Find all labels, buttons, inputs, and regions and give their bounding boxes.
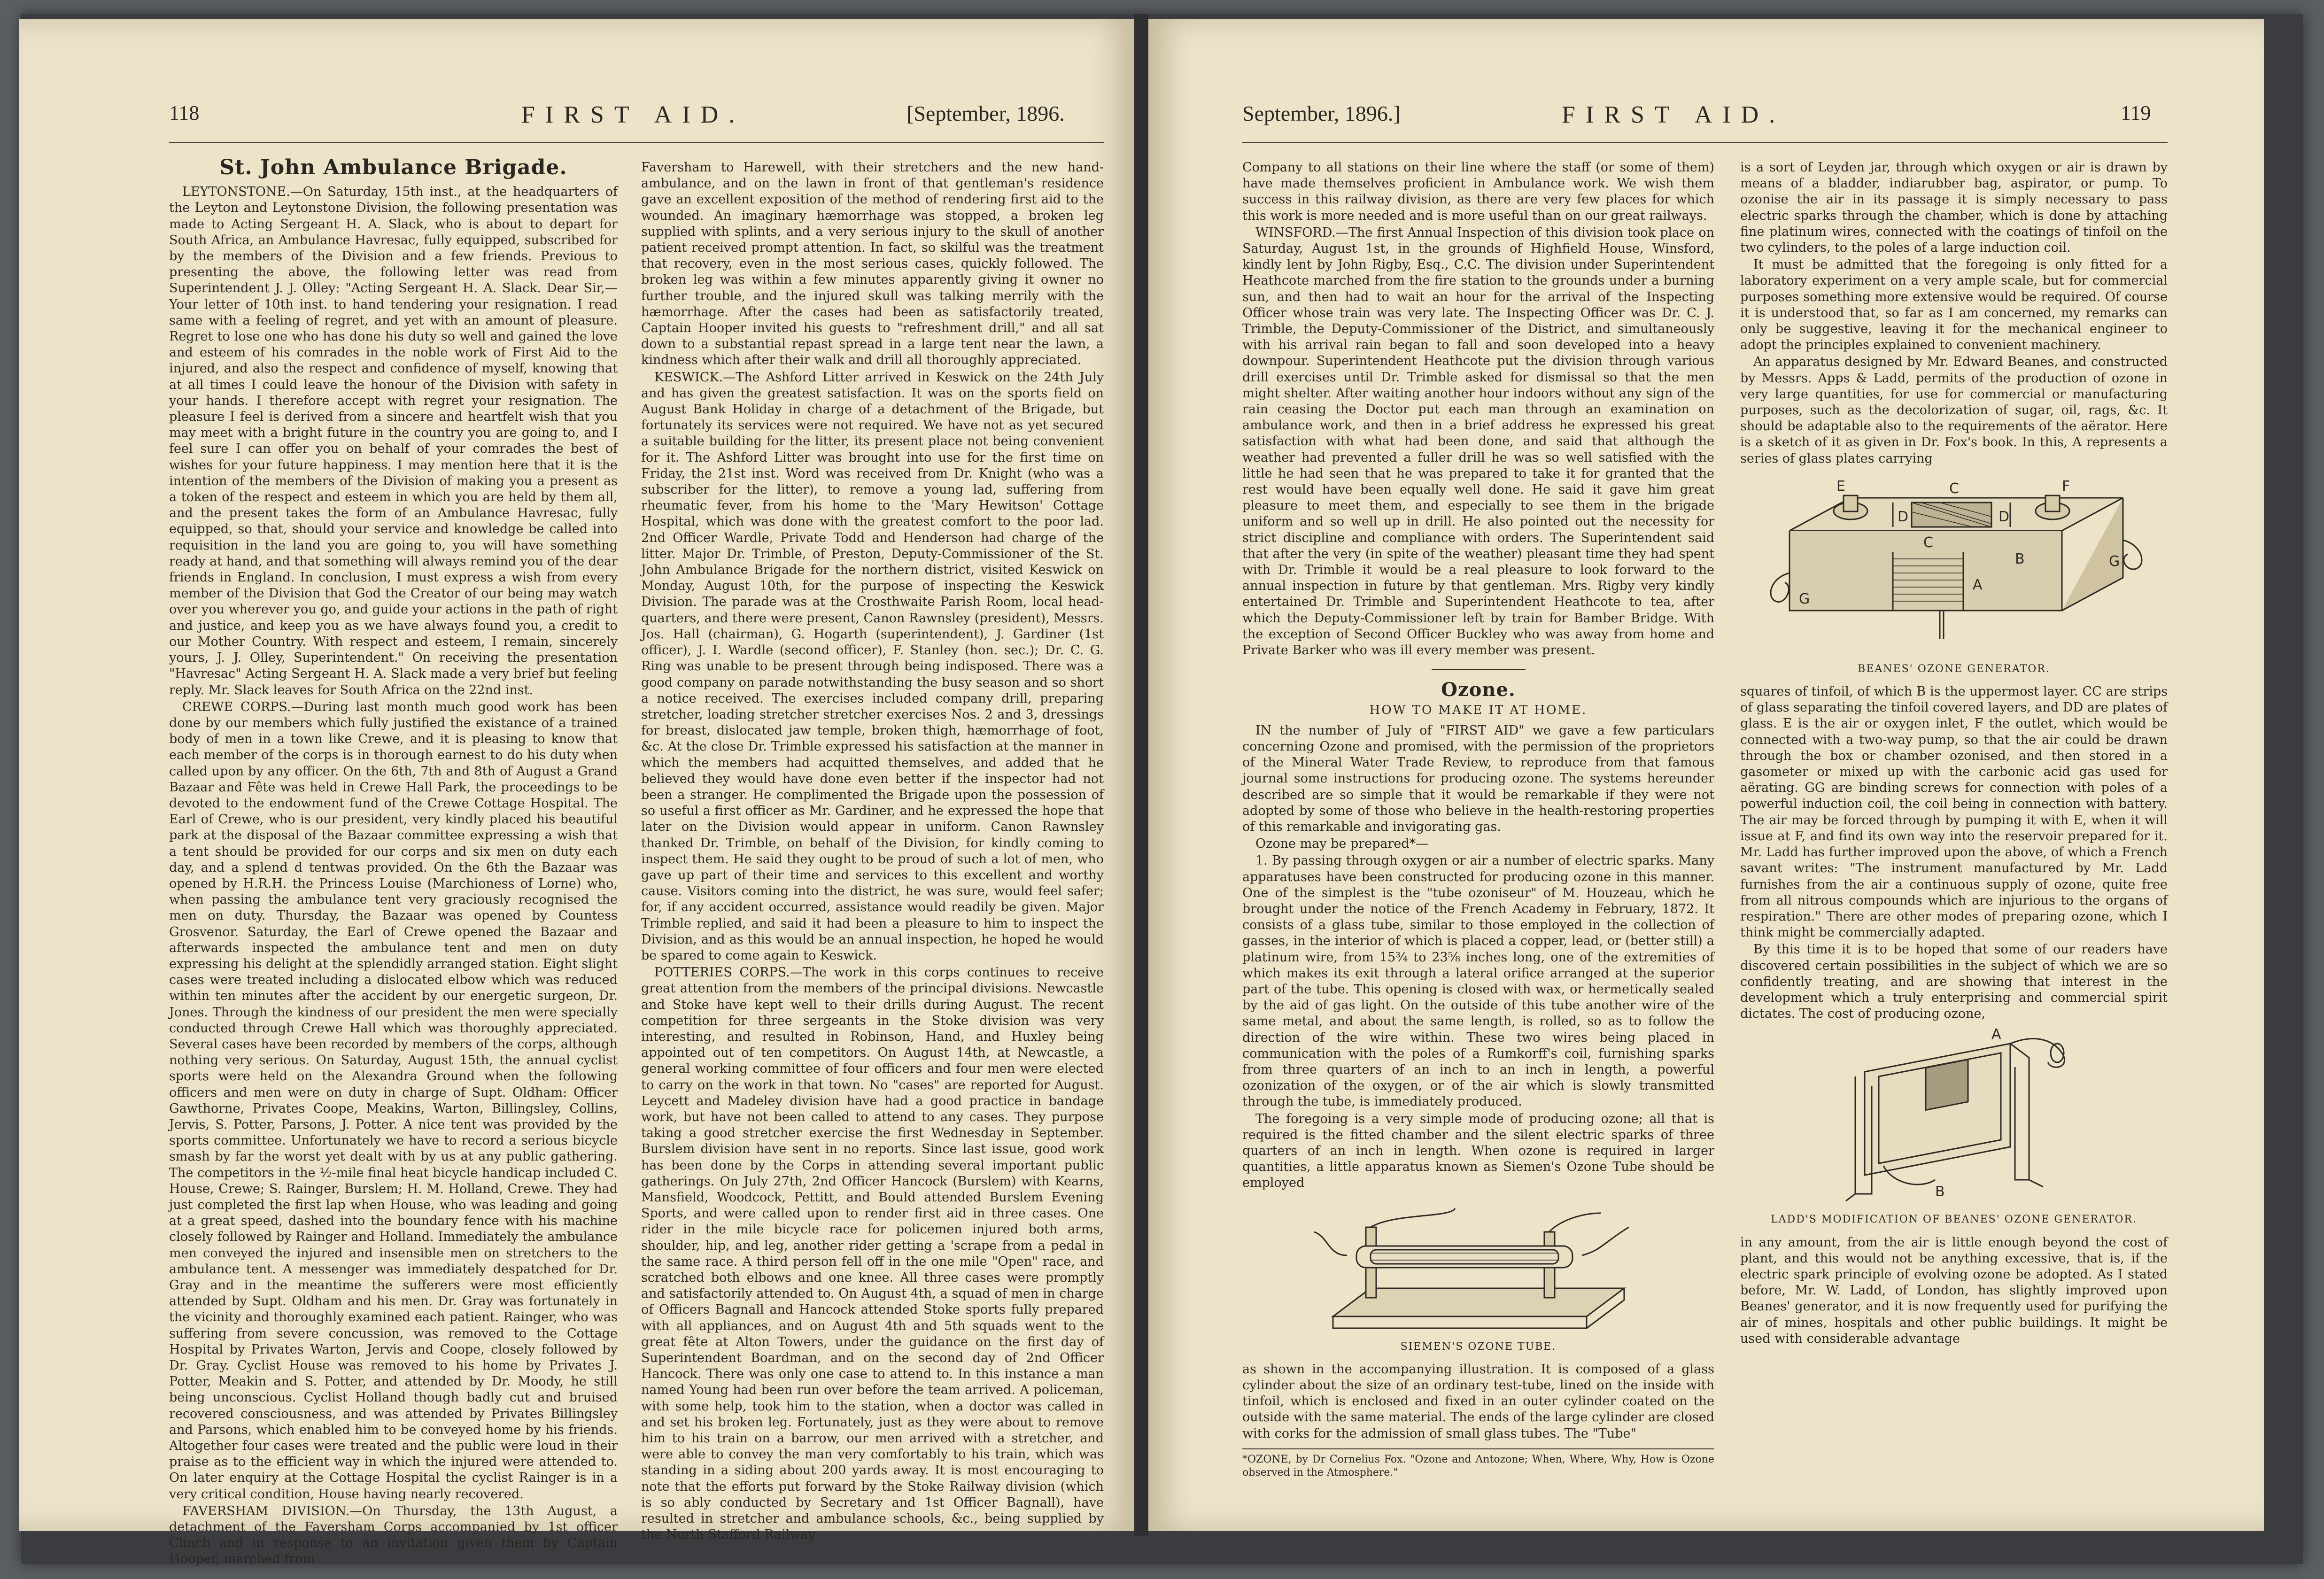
left-column-1 [169,155,618,1567]
beanes-label: B [2015,550,2025,567]
right-column-1 [1242,160,1714,1522]
issue-date: September, 1896.] [1242,101,1401,125]
left-page [19,19,1134,1567]
paragraph: By this time it is to be hoped that some of our readers have discovered certain possibilities in the subject of which we are so confidently treating, and are showing that interest in the development which a truly enterprising and commercial spirit dictates. The cost of producing ozone, [1740,942,2168,1022]
beanes-label: C [1949,480,1959,497]
left-column-2 [641,160,1104,1542]
page-number: 119 [2121,101,2151,124]
beanes-label: C [1923,534,1933,551]
gutter [1134,14,1148,1536]
beanes-label: D [1898,508,1909,525]
header-rule [169,142,1104,143]
paragraph: squares of tinfoil, of which B is the uppermost layer. CC are strips of glass separating the tinfoil covered layers, and DD are plates of glass. E is the air or oxygen inlet, F the outlet, which would be connected with a two-way pump, so that the air could be drawn through the box or chamber ozonised, and then stored in a gasometer or mixed up with the carbonic acid gas used for aërating. GG are binding screws for connection with poles of a powerful induction coil, the coil being in connection with battery. The air may be forced through by pumping it with E, when it will issue at F, and find its own way into the reservoir prepared for it. Mr. Ladd has further improved upon the above, of which a French savant writes: "The instrument manufactured by Mr. Ladd furnishes from the air a continuous supply of ozone, quite free from all nitrous compounds which are injurious to the organs of respiration." There are other modes of preparing ozone, which I think might be commercially adapted. [1740,684,2168,940]
paragraph: Faversham to Harewell, with their stretchers and the new hand-ambulance, and on the lawn in front of that gentleman's residence gave an excellent exposition of the method of rendering first aid to the wounded. An imaginary hæmorrhage was stopped, a broken leg supplied with splints, and a very serious injury to the skull of another patient received prompt attention. In fact, so skilful was the treatment that recovery, even in the most serious cases, quickly followed. The broken leg was within a few minutes apparently giving it owner no further trouble, and the injured skull was talking merrily with the hæmorrhage. After the cases had been as satisfactorily treated, Captain Hooper invited his guests to "refreshment drill," and all sat down to a substantial repast spread in a large tent near the lawn, a kindness which after their walk and drill all thoroughly appreciated. [641,160,1104,368]
masthead: FIRST AID. [1562,101,1786,128]
paragraph: CREWE CORPS.—During last month much good work has been done by our members which fully justified the existance of a trained body of men in a town like Crewe, and it is pleasing to know that each member of the corps is in thorough earnest to do his duty when called upon by any officer. On the 6th, 7th and 8th of August a Grand Bazaar and Fête was held in Crewe Hall Park, the proceedings to be devoted to the endowment fund of the Crewe Cottage Hospital. The Earl of Crewe, who is our president, very kindly placed his beautiful park at the disposal of the Bazaar committee expressing a wish that a tent should be provided for our corps and six men on duty each day, and a splend d tentwas provided. On the 6th the Bazaar was opened by H.R.H. the Princess Louise (Marchioness of Lorne) who, when passing the ambulance tent very graciously recognised the men on duty. Thursday, the Bazaar was opened by Countess Grosvenor. Saturday, the Earl of Crewe opened the Bazaar and afterwards inspected the ambulance tent and men on duty expressing his delight at the splendidly arranged station. Eight slight cases were treated including a dislocated elbow which was reduced within ten minutes after the accident by our energetic surgeon, Dr. Jones. Through the kindness of our president the men were specially conducted through Crewe Hall which was thoroughly appreciated. Several cases have been recorded by members of the corps, although nothing very serious. On Saturday, August 15th, the annual cyclist sports were held on the Alexandra Ground when the following officers and men were on duty in charge of Supt. Oldham: Officer Gawthorne, Privates Coope, Meakins, Warton, Billingsley, Collins, Jervis, S. Potter, Parsons, J. Potter. A nice tent was provided by the sports committee. Unfortunately we have to record a serious bicycle smash by far the worst yet dealt with by us at any public gathering. The competitors in the ½-mile final heat bicycle handicap included C. House, Crewe; S. Rainger, Burslem; H. M. Holland, Crewe. They had just completed the first lap when House, who was leading and going at a great speed, dashed into the boundary fence with his machine closely followed by Rainger and Holland. Immediately the ambulance men conveyed the injured and insensible men on stretchers to the ambulance tent. A messenger was immediately despatched for Dr. Gray and in the meantime the sufferers were most efficiently attended by Supt. Oldham and his men. Dr. Gray was fortunately in the vicinity and thoroughly examined each patient. Rainger, who was suffering from severe concussion, was removed to the Cottage Hospital by Privates Warton, Jervis and Coope, closely followed by Dr. Gray. Cyclist House was removed to his home by Privates J. Potter, Meakin and S. Potter, and attended by Dr. Moody, he still being unconscious. Cyclist Holland though badly cut and bruised recovered consciousness, and was attended by Privates Billingsley and Parsons, which enabled him to be conveyed home by his friends. Altogether four cases were treated and the public were loud in their praise as to the efficient way in which the injured were attended to. On later enquiry at the Cottage Hospital the cyclist Rainger is in a very critical condition, House having nearly recovered. [169,699,618,1502]
ladd-ozone-generator-illustration [1808,1025,2099,1208]
right-page [1148,19,2264,1531]
siemens-ozone-tube-illustration [1300,1194,1657,1335]
ladd-label: A [1991,1026,2001,1043]
beanes-label: F [2062,478,2070,495]
page-number: 118 [169,101,200,124]
beanes-label: D [1999,508,2010,525]
paragraph: LEYTONSTONE.—On Saturday, 15th inst., at the headquarters of the Leyton and Leytonstone Division, the following presentation was made to Acting Sergeant H. A. Slack, who is about to depart for South Africa, an Ambulance Havresac, fully equipped, subscribed for by the members of the Division and a few friends. Previous to presenting the above, the following letter was read from Superintendent J. J. Olley: "Acting Sergeant H. A. Slack. Dear Sir,—Your letter of 10th inst. to hand tendering your resignation. I read same with a feeling of regret, and yet with an amount of pleasure. Regret to lose one who has done his duty so well and gained the love and esteem of his comrades in the noble work of First Aid to the injured, and also the respect and confidence of myself, knowing that at all times I could leave the honour of the Division with safety in your hands. I therefore accept with regret your resignation. The pleasure I feel is derived from a sincere and heartfelt wish that you may meet with a bright future in the country you are going to, and I feel sure I can offer you on behalf of your comrades the best of wishes for your future happiness. I may mention here that it is the intention of the members of the Division of making you a present as a token of the respect and esteem in which you are held by them all, and the present takes the form of an Ambulance Havresac, fully equipped, so that, should your service and knowledge be called into requisition in the land you are going to, you will have something ready at hand, and that something will always remind you of the dear friends in England. In conclusion, I must express a wish from every member of the Division that God the Creator of our being may watch over you wherever you go, and guide your actions in the path of right and justice, and keep you as we have always found you, a credit to our Mother Country. With respect and esteem, I remain, sincerely yours, J. J. Olley, Superintendent." On receiving the presentation "Havresac" Acting Sergeant H. A. Slack made a very brief but feeling reply. Mr. Slack leaves for South Africa on the 22nd inst. [169,185,618,697]
masthead: FIRST AID. [521,101,745,128]
paragraph: is a sort of Leyden jar, through which oxygen or air is drawn by means of a bladder, indiarubber bag, aspirator, or pump. To ozonise the air in its passage it is simply necessary to pass electric sparks through the chamber, which is done by attaching fine platinum wires, connected with the coatings of tinfoil on the two cylinders, to the poles of a large induction coil. [1740,160,2168,255]
paragraph: Ozone may be prepared*— [1255,836,1429,851]
paragraph: POTTERIES CORPS.—The work in this corps continues to receive great attention from the members of the principal divisions. Newcastle and Stoke have kept well to their drills during August. The recent competition for three sergeants in the Stoke division was very interesting, and resulted in Robinson, Hand, and Huxley being appointed out of ten competitors. On August 14th, at Newcastle, a general working committee of four officers and four men were elected to carry on the work in that town. No "cases" are reported for August. Leycett and Madeley division have had a good practice in bandage work, but have not been called to attend to any cases. They purpose taking a good stretcher exercise the first Wednesday in September. Burslem division have sent in no reports. Since last issue, good work has been done by the Corps in attending several important public gatherings. On July 27th, 2nd Officer Hancock (Burslem) with Kearns, Mansfield, Woodcock, Pettitt, and Bould attended Burslem Evening Sports, and were called upon to render first aid in three cases. One rider in the mile bicycle race for policemen injured both arms, shoulder, hip, and leg, another rider getting a 'scrape from a pedal in the same race. A third person fell off in the one mile "Open" race, and scratched both elbows and one knee. All three cases were promptly and satisfactorily attended to. On August 4th, a squad of men in charge of Officers Bagnall and Hancock attended Stoke sports fully prepared with all appliances, and on August 4th and 5th squads went to the great fête at Alton Towers, under the guidance on the first day of Superintendent Boardman, and on the second day of 2nd Officer Hancock. There was only one case to attend to. In this instance a man named Young had been run over before the team arrived. A policeman, with some help, took him to the station, when a doctor was called in and set his broken leg. Fortunately, just as they were about to remove him to his train on a barrow, our men arrived with a stretcher, and were able to convey the man very comfortably to his train, which was standing in a siding about 200 yards away. It is most encouraging to note that the efforts put forward by the Stoke Railway division (which is so ably conducted by Secretary and 1st Officer Bagnall), have resulted in stretcher and ambulance schools, &c., being supplied by the North Stafford Railway [641,965,1104,1542]
right-column-2 [1740,160,2168,1522]
ozone-subtitle: HOW TO MAKE IT AT HOME. [1369,703,1588,717]
paragraph: FAVERSHAM DIVISION.—On Thursday, the 13th August, a detachment of the Faversham Corps accompanied by 1st officer Clinch and in response to an invitation given them by Captain Hooper, marched from [169,1503,618,1567]
beanes-ozone-generator-illustration [1752,470,2156,658]
beanes-label: A [1973,576,1983,593]
paragraph: 1. By passing through oxygen or air a number of electric sparks. Many apparatuses have been constructed for producing ozone in this manner. One of the simplest is the "tube ozoniseur" of M. Houzeau, which he brought under the notice of the French Academy in February, 1872. It consists of a glass tube, similar to those employed in the collection of gasses, in the interior of which is placed a copper, lead, or (better still) a platinum wire, from 15¾ to 23⅝ inches long, one of the extremities of which makes its exit through a lateral orifice arranged at the superior part of the tube. This opening is closed with wax, or hermetically sealed by the aid of gas light. On the outside of this tube another wire of the same metal, and about the same length, is rolled, so as to follow the direction of the wire within. These two wires being placed in communication with the poles of a Rumkorff's coil, furnishing sparks from three quarters of an inch to an inch in length, a powerful ozonization of the oxygen, or of the air which is slowly transmitted through the tube, is immediately produced. [1242,853,1714,1109]
paragraph: KESWICK.—The Ashford Litter arrived in Keswick on the 24th July and has given the greatest satisfaction. It was on the sports field on August Bank Holiday in charge of a detachment of the Brigade, but fortunately its services were not required. We have not as yet secured a suitable building for the litter, its present place not being convenient for it. The Ashford Litter was brought into use for the first time on Friday, the 21st inst. Word was received from Dr. Knight (who was a subscriber for the litter), to remove a young lad, suffering from rheumatic fever, from his home to the 'Mary Hewitson' Cottage Hospital, which was done with the greatest comfort to the poor lad. 2nd Officer Wardle, Private Todd and Henderson had charge of the litter. Major Dr. Trimble, of Preston, Deputy-Commissioner of the St. John Ambulance Brigade for the northern district, visited Keswick on Monday, August 10th, for the purpose of inspecting the Keswick Division. The parade was at the Crosthwaite Parish Room, local head-quarters, and there were present, Canon Rawnsley (president), Messrs. Jos. Hall (chairman), G. Hogarth (superintendent), J. Gardiner (1st officer), J. I. Wardle (second officer), F. Stanley (hon. sec.); Dr. C. G. Ring was unable to be present through being indisposed. There was a good company on parade notwithstanding the busy season and so short a notice received. The exercises included company drill, preparing stretcher, loading stretcher stretcher exercises Nos. 2 and 3, dressings for breast, dislocated jaw temple, broken thigh, hæmorrhage of foot, &c. At the close Dr. Trimble expressed his satisfaction at the manner in which the members had acquitted themselves, and added that he believed they would have done even better if the inspector had not been a stranger. He complimented the Brigade upon the possession of so useful a first officer as Mr. Gardiner, and he expressed the hope that later on the Division would appear in uniform. Canon Rawnsley thanked Dr. Trimble, on behalf of the Division, for kindly coming to inspect them. He said they ought to be proud of such a lot of men, who gave up part of their time and services to this excellent and worthy cause. Visitors coming into the district, he was sure, would feel safer; for, if any accident occurred, assistance would readily be given. Major Trimble replied, and said it had been a pleasure to him to inspect the Division, and as this would be an annual inspection, he hoped he would be spared to come again to Keswick. [641,370,1104,963]
header-rule [1242,142,2168,143]
paragraph: IN the number of July of "FIRST AID" we gave a few particulars concerning Ozone and promised, with the permission of the proprietors of the Mineral Water Trade Review, to reproduce from that famous journal some instructions for producing ozone. The systems hereunder described are so simple that it would be remarkable if they were not adopted by some of those who believe in the health-restoring properties of this remarkable and invigorating gas. [1242,723,1714,834]
beanes-caption: BEANES' OZONE GENERATOR. [1858,663,2050,675]
paragraph: in any amount, from the air is little enough beyond the cost of plant, and this would not be anything excessive, that is, if the electric spark principle of evolving ozone be adopted. As I stated before, Mr. W. Ladd, of London, has slightly improved upon Beanes' generator, and it is now frequently used for purifying the air of mines, hospitals and other public buildings. It might be used with considerable advantage [1740,1235,2168,1346]
paragraph: It must be admitted that the foregoing is only fitted for a laboratory experiment on a very ample scale, but for commercial purposes something more extensive would be required. Of course it is understood that, so far as I am concerned, my remarks can only be suggestive, leaving it for the mechanical engineer to adopt the principles explained to convenient machinery. [1740,257,2168,353]
ladd-label: B [1935,1184,1945,1200]
section-divider [1432,669,1526,670]
ladd-caption: LADD'S MODIFICATION OF BEANES' OZONE GENERATOR. [1771,1214,2137,1226]
issue-date: [September, 1896. [906,101,1065,125]
footnote: *OZONE, by Dr Cornelius Fox. "Ozone and Antozone; When, Where, Why, How is Ozone observed in the Atmosphere." [1242,1448,1714,1479]
beanes-label: G [2109,553,2120,570]
paragraph: Company to all stations on their line where the staff (or some of them) have made themselves proficient in Ambulance work. We wish them success in this railway division, as there are very few places for which this work is more needed and is more useful than on our great railways. [1242,160,1714,223]
beanes-label: E [1836,478,1845,495]
article-title: St. John Ambulance Brigade. [219,155,567,179]
siemens-caption: SIEMEN'S OZONE TUBE. [1400,1340,1557,1353]
paragraph: An apparatus designed by Mr. Edward Beanes, and constructed by Messrs. Apps & Ladd, permits of the production of ozone in very large quantities, for use for commercial or manufacturing purposes, such as the decolorization of sugar, oil, rags, &c. It should be adaptable also to the requirements of the aërator. Here is a sketch of it as given in Dr. Fox's book. In this, A represents a series of glass plates carrying [1740,355,2168,466]
paragraph: as shown in the accompanying illustration. It is composed of a glass cylinder about the size of an ordinary test-tube, lined on the inside with tinfoil, which is enclosed and fixed in an outer cylinder coated on the outside with the same material. The ends of the large cylinder are closed with corks for the admission of small glass tubes. The "Tube" [1242,1362,1714,1441]
paragraph: WINSFORD.—The first Annual Inspection of this division took place on Saturday, August 1st, in the grounds of Highfield House, Winsford, kindly lent by John Rigby, Esq., C.C. The division under Superintendent Heathcote marched from the fire station to the grounds under a burning sun, and then had to wait an hour for the arrival of the Inspecting Officer whose train was very late. The Inspecting Officer was Dr. C. J. Trimble, the Deputy-Commissioner of the District, and simultaneously with his arrival rain began to fall and soon developed into a heavy downpour. Superintendent Heathcote put the division through various drill exercises until Dr. Trimble asked for dismissal so that the men might shelter. After waiting another hour indoors without any sign of the rain ceasing the Doctor put each man through an examination on ambulance work, and then in a brief address he expressed his great satisfaction with what had been done, and said that although the weather had prevented a fuller drill he was so well satisfied with the little he had seen that he was prepared to take it for granted that the rest would have been equally well done. He said it gave him great pleasure to meet them, and especially to see them in the brigade uniform and so well up in drill. He also pointed out the necessity for strict discipline and compliance with orders. The Superintendent said that after the very (in spite of the weather) pleasant time they had spent with Dr. Trimble it would be a real pleasure to look forward to the annual inspection in future by that gentleman. Mrs. Rigby very kindly entertained Dr. Trimble and Superintendent Heathcote to tea, after which the Deputy-Commissioner left by train for Bamber Bridge. With the exception of Second Officer Buckley who was away from home and Private Barker who was ill every member was present. [1242,225,1714,658]
paragraph: The foregoing is a very simple mode of producing ozone; all that is required is the fitted chamber and the silent electric sparks of three quarters of an inch in length. When ozone is required in larger quantities, a little apparatus known as Siemen's Ozone Tube should be employed [1242,1111,1714,1191]
ozone-title: Ozone. [1441,679,1516,701]
beanes-label: G [1799,590,1810,607]
